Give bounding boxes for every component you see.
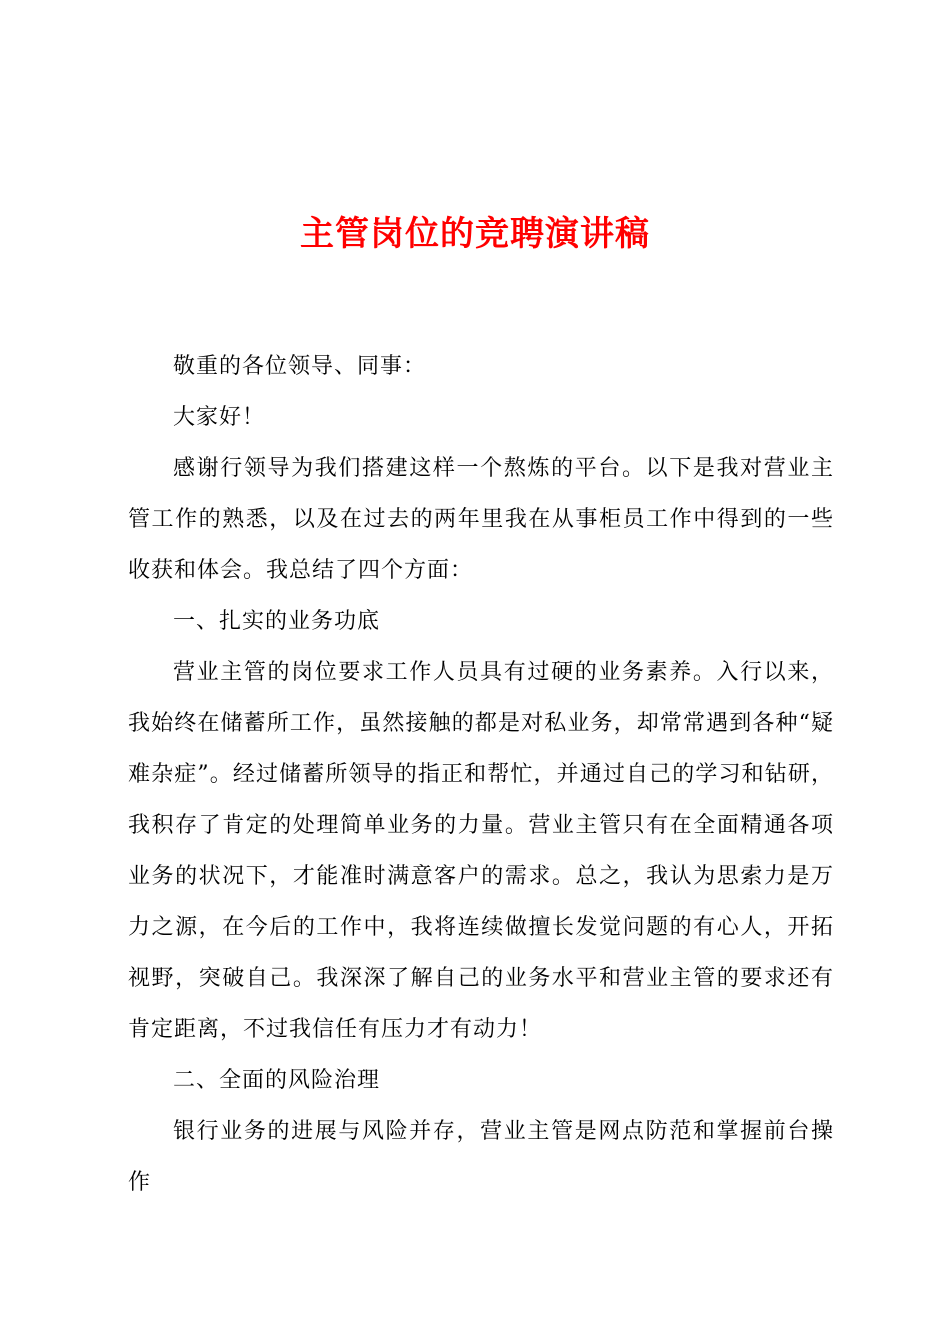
section-paragraph-1: 营业主管的岗位要求工作人员具有过硬的业务素养。入行以来，我始终在储蓄所工作，虽然接触的都是对私业务，却常常遇到各种“疑难杂症”。经过储蓄所领导的指正和帮忙，并通过自己的学习和钻研，我积存了肯定的处理简单业务的力量。营业主管只有在全面精通各项业务的状况下，才能准时满意客户的需求。总之，我认为思索力是万力之源，在今后的工作中，我将连续做擅长发觉问题的有心人，开拓视野，突破自己。我深深了解自己的业务水平和营业主管的要求还有肯定距离，不过我信任有压力才有动力！: [128, 660, 834, 1042]
document-title: 主管岗位的竞聘演讲稿: [300, 214, 650, 254]
greeting-paragraph: 大家好！: [173, 405, 266, 430]
section-paragraph-2: 银行业务的进展与风险并存，营业主管是网点防范和掌握前台操作: [128, 1119, 834, 1195]
section-heading-2: 二、全面的风险治理: [173, 1068, 381, 1093]
intro-paragraph: 感谢行领导为我们搭建这样一个熬炼的平台。以下是我对营业主管工作的熟悉，以及在过去的两年里我在从事柜员工作中得到的一些收获和体会。我总结了四个方面：: [128, 456, 834, 583]
section-heading-1: 一、扎实的业务功底: [173, 609, 381, 634]
document-body: [128, 341, 834, 1208]
salutation-paragraph: 敬重的各位领导、同事：: [173, 354, 427, 379]
